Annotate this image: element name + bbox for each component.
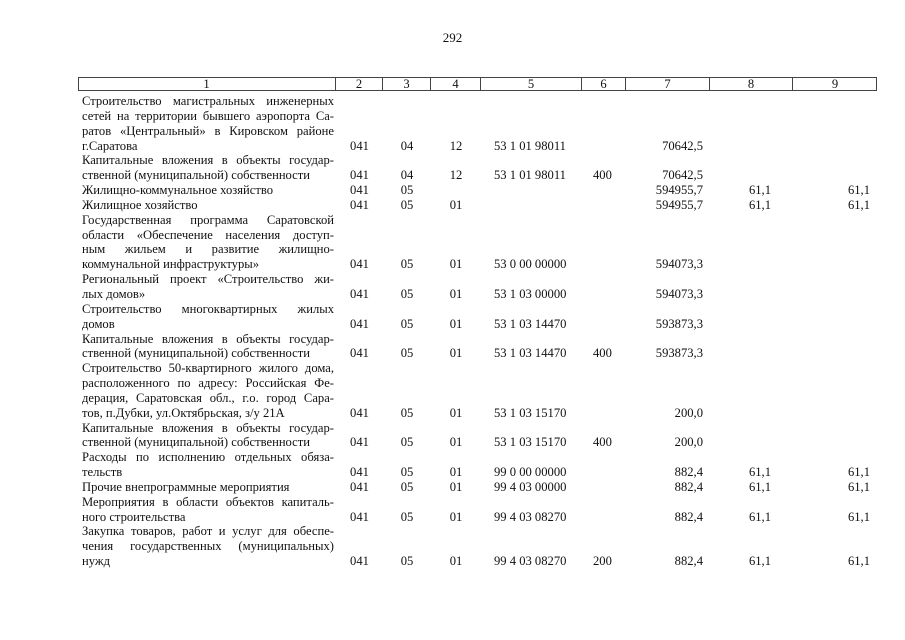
cell-col9: 61,1 xyxy=(847,183,870,198)
cell-col9: 61,1 xyxy=(847,509,870,524)
table-row xyxy=(0,94,905,153)
description-line: нужд xyxy=(82,554,110,569)
row-description xyxy=(82,480,334,495)
cell-col4: 01 xyxy=(449,286,463,301)
cell-col4: 12 xyxy=(449,138,463,153)
cell-col3: 05 xyxy=(400,257,414,272)
cell-col6: 400 xyxy=(593,168,612,183)
cell-col2: 041 xyxy=(350,465,369,480)
description-line: Жилищное хозяйство xyxy=(82,197,198,212)
table-row xyxy=(0,302,905,332)
cell-col3: 05 xyxy=(400,316,414,331)
description-line: домов xyxy=(82,316,115,331)
table-row xyxy=(0,153,905,183)
cell-col3: 05 xyxy=(400,346,414,361)
cell-col7: 200,0 xyxy=(674,435,703,450)
cell-col7: 593873,3 xyxy=(655,316,703,331)
cell-col5: 53 1 03 14470 xyxy=(494,346,567,361)
description-line: тов, п.Дубки, ул.Октябрьская, з/у 21А xyxy=(82,405,285,420)
cell-col4: 01 xyxy=(449,257,463,272)
cell-col5: 53 1 01 98011 xyxy=(494,168,566,183)
cell-col3: 05 xyxy=(400,286,414,301)
cell-col6: 400 xyxy=(593,346,612,361)
cell-col3: 05 xyxy=(400,405,414,420)
description-line: г.Саратова xyxy=(82,138,138,153)
description-line: Государственная программа Саратовской xyxy=(82,212,334,227)
row-description xyxy=(82,332,334,362)
cell-col2: 041 xyxy=(350,183,369,198)
header-cell: 9 xyxy=(831,77,839,91)
cell-col2: 041 xyxy=(350,435,369,450)
description-line: ственной (муниципальной) собственности xyxy=(82,435,310,450)
cell-col7: 594955,7 xyxy=(655,183,703,198)
table-row xyxy=(0,450,905,480)
cell-col8: 61,1 xyxy=(748,465,771,480)
cell-col4: 01 xyxy=(449,405,463,420)
cell-col5: 53 1 03 00000 xyxy=(494,286,567,301)
cell-col2: 041 xyxy=(350,316,369,331)
cell-col7: 594955,7 xyxy=(655,197,703,212)
cell-col2: 041 xyxy=(350,554,369,569)
description-line: области «Обеспечение населения доступ- xyxy=(82,227,334,242)
row-description xyxy=(82,524,334,569)
header-cell: 5 xyxy=(481,78,582,90)
description-line: ратов «Центральный» в Кировском районе xyxy=(82,123,334,138)
row-description xyxy=(82,94,334,153)
header-cell: 8 xyxy=(710,78,793,90)
cell-col2: 041 xyxy=(350,509,369,524)
cell-col2: 041 xyxy=(350,168,369,183)
cell-col9: 61,1 xyxy=(847,197,870,212)
description-line: Жилищно-коммунальное хозяйство xyxy=(82,183,274,198)
cell-col4: 01 xyxy=(449,316,463,331)
header-cell: 6 xyxy=(582,78,626,90)
cell-col9: 61,1 xyxy=(847,465,870,480)
table-row xyxy=(0,495,905,525)
cell-col4: 01 xyxy=(449,435,463,450)
table-header xyxy=(78,77,877,91)
description-line: Закупка товаров, работ и услуг для обеспе- xyxy=(82,524,334,539)
cell-col7: 593873,3 xyxy=(655,346,703,361)
cell-col4 xyxy=(431,183,481,198)
cell-col5: 53 1 03 15170 xyxy=(494,405,567,420)
cell-col6: 400 xyxy=(593,435,612,450)
description-line: Капитальные вложения в объекты государ- xyxy=(82,153,334,168)
table-row xyxy=(0,332,905,362)
description-line: Мероприятия в области объектов капиталь- xyxy=(82,494,334,509)
cell-col3: 05 xyxy=(400,554,414,569)
cell-col4: 01 xyxy=(449,346,463,361)
description-line: Строительство многоквартирных жилых xyxy=(82,301,334,316)
description-line: коммунальной инфраструктуры» xyxy=(82,257,260,272)
cell-col7: 882,4 xyxy=(674,465,703,480)
description-line: расположенного по адресу: Российская Фе- xyxy=(82,376,334,391)
cell-col3: 04 xyxy=(400,168,414,183)
cell-col7: 200,0 xyxy=(674,405,703,420)
row-description xyxy=(82,495,334,525)
cell-col8: 61,1 xyxy=(748,197,771,212)
row-description xyxy=(82,153,334,183)
description-line: тельств xyxy=(82,465,123,480)
description-line: дерация, Саратовская обл., г.о. город Сара- xyxy=(82,390,334,405)
table-row xyxy=(0,183,905,198)
cell-col7: 594073,3 xyxy=(655,286,703,301)
cell-col7: 882,4 xyxy=(674,554,703,569)
budget-table xyxy=(0,94,905,569)
row-description xyxy=(82,421,334,451)
cell-col7: 594073,3 xyxy=(655,257,703,272)
table-row xyxy=(0,421,905,451)
description-line: Расходы по исполнению отдельных обяза- xyxy=(82,450,334,465)
row-description xyxy=(82,361,334,420)
header-cell: 1 xyxy=(78,78,336,90)
table-row xyxy=(0,272,905,302)
row-description xyxy=(82,213,334,272)
cell-col4: 01 xyxy=(449,509,463,524)
cell-col8: 61,1 xyxy=(748,479,771,494)
description-line: ственной (муниципальной) собственности xyxy=(82,168,310,183)
description-line: сетей на территории бывшего аэропорта Са- xyxy=(82,108,334,123)
cell-col7: 882,4 xyxy=(674,509,703,524)
cell-col6: 200 xyxy=(593,554,612,569)
cell-col4: 01 xyxy=(449,554,463,569)
header-cell: 7 xyxy=(626,78,710,90)
cell-col3: 05 xyxy=(400,479,414,494)
cell-col8: 61,1 xyxy=(748,183,771,198)
row-description xyxy=(82,183,334,198)
cell-col5: 53 0 00 00000 xyxy=(494,257,567,272)
description-line: Региональный проект «Строительство жи- xyxy=(82,272,334,287)
cell-col3: 05 xyxy=(400,183,414,198)
cell-col8: 61,1 xyxy=(748,554,771,569)
row-description xyxy=(82,198,334,213)
table-row xyxy=(0,480,905,495)
description-line: чения государственных (муниципальных) xyxy=(82,539,334,554)
description-line: Капитальные вложения в объекты государ- xyxy=(82,420,334,435)
cell-col5: 53 1 01 98011 xyxy=(494,138,566,153)
cell-col2: 041 xyxy=(350,286,369,301)
cell-col5: 99 4 03 08270 xyxy=(494,509,567,524)
cell-col2: 041 xyxy=(350,479,369,494)
row-description xyxy=(82,302,334,332)
table-row xyxy=(0,198,905,213)
description-line: Строительство магистральных инженерных xyxy=(82,94,334,108)
cell-col2: 041 xyxy=(350,405,369,420)
row-description xyxy=(82,272,334,302)
header-cell: 4 xyxy=(431,78,481,90)
description-line: лых домов» xyxy=(82,286,146,301)
cell-col5: 99 0 00 00000 xyxy=(494,465,567,480)
cell-col4: 01 xyxy=(449,465,463,480)
cell-col4: 01 xyxy=(449,479,463,494)
header-cell: 2 xyxy=(336,78,383,90)
cell-col2: 041 xyxy=(350,257,369,272)
cell-col2: 041 xyxy=(350,138,369,153)
cell-col3: 04 xyxy=(400,138,414,153)
cell-col9: 61,1 xyxy=(847,479,870,494)
cell-col8: 61,1 xyxy=(748,509,771,524)
cell-col7: 70642,5 xyxy=(662,138,703,153)
description-line: ным жильем и развитие жилищно- xyxy=(82,242,334,257)
cell-col3: 05 xyxy=(400,465,414,480)
cell-col3: 05 xyxy=(400,197,414,212)
cell-col3: 05 xyxy=(400,435,414,450)
description-line: ного строительства xyxy=(82,509,186,524)
cell-col4: 12 xyxy=(449,168,463,183)
table-row xyxy=(0,361,905,420)
description-line: ственной (муниципальной) собственности xyxy=(82,346,310,361)
table-row xyxy=(0,524,905,569)
description-line: Строительство 50-квартирного жилого дома, xyxy=(82,361,334,376)
cell-col7: 882,4 xyxy=(674,479,703,494)
cell-col5: 99 4 03 00000 xyxy=(494,479,567,494)
header-cell: 3 xyxy=(383,78,431,90)
cell-col5: 53 1 03 14470 xyxy=(494,316,567,331)
table-row xyxy=(0,213,905,272)
description-line: Прочие внепрограммные мероприятия xyxy=(82,479,290,494)
cell-col2: 041 xyxy=(350,346,369,361)
cell-col5: 53 1 03 15170 xyxy=(494,435,567,450)
cell-col2: 041 xyxy=(350,197,369,212)
cell-col9: 61,1 xyxy=(847,554,870,569)
description-line: Капитальные вложения в объекты государ- xyxy=(82,331,334,346)
page-number: 292 xyxy=(442,30,463,45)
cell-col5: 99 4 03 08270 xyxy=(494,554,567,569)
cell-col4: 01 xyxy=(449,197,463,212)
row-description xyxy=(82,450,334,480)
cell-col7: 70642,5 xyxy=(662,168,703,183)
cell-col3: 05 xyxy=(400,509,414,524)
